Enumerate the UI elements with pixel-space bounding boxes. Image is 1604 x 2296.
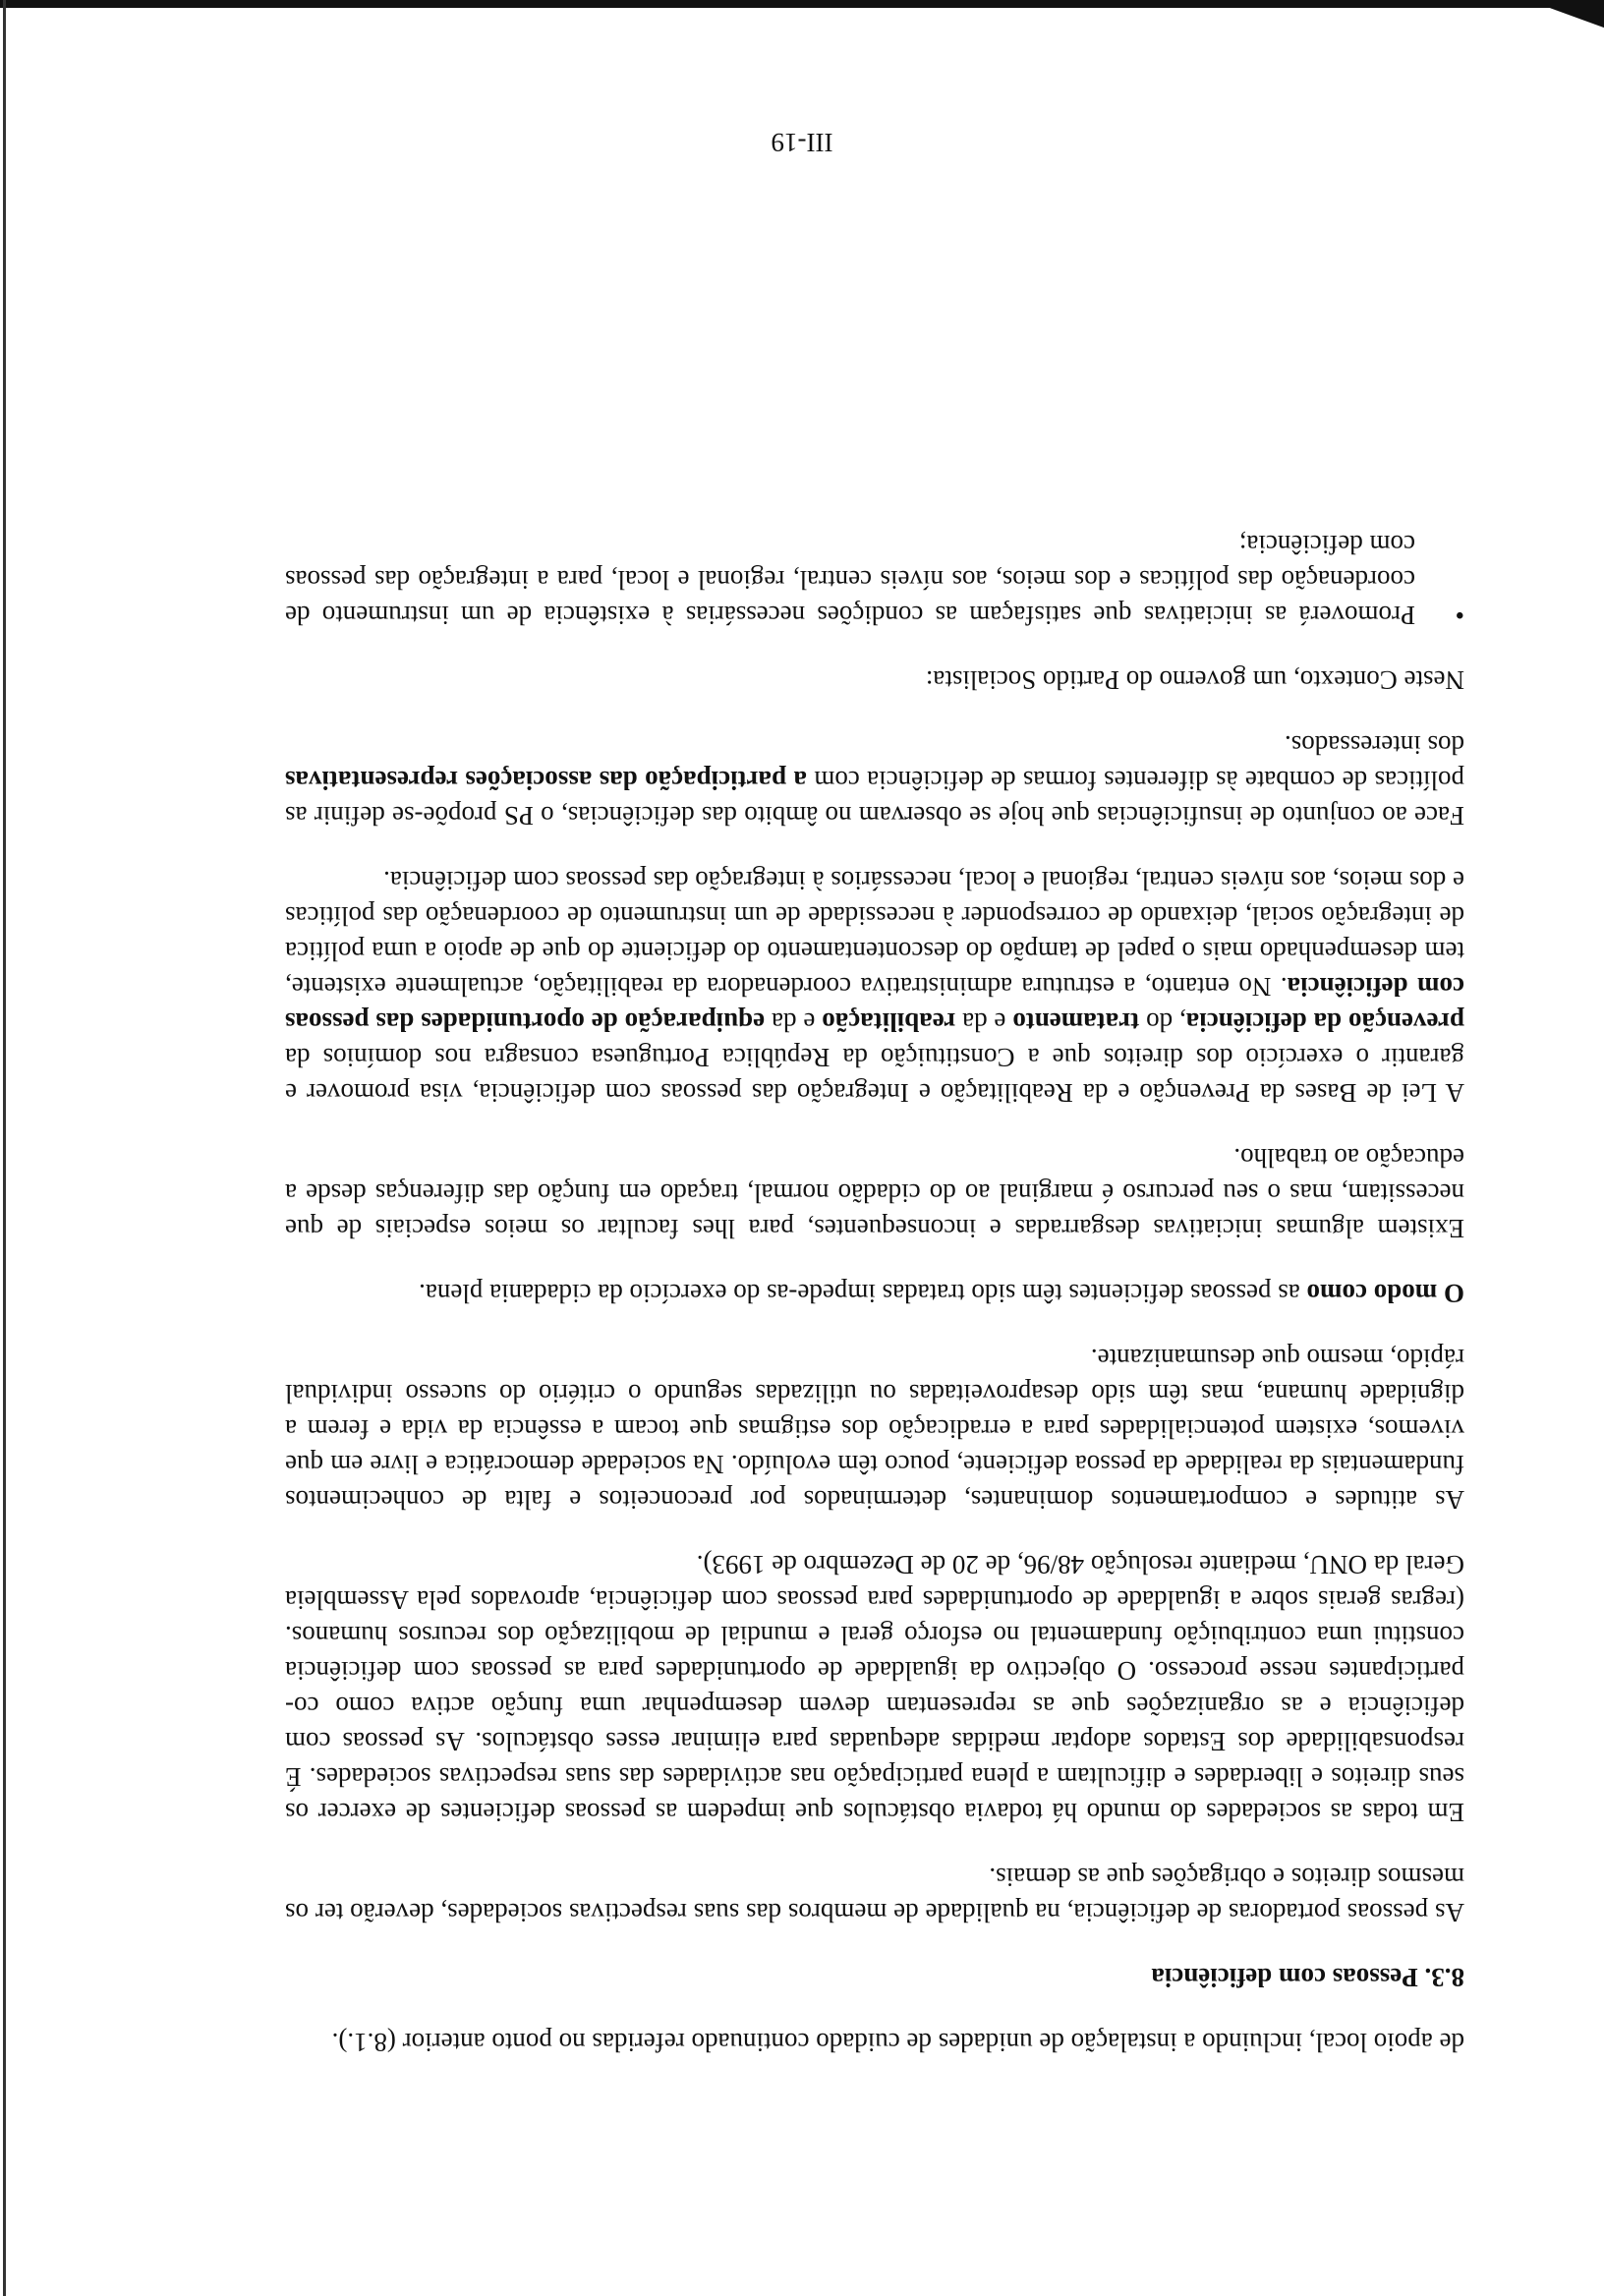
bold-text: tratamento	[1012, 1007, 1140, 1037]
document-body	[285, 497, 1464, 2060]
text: . No entanto, a estrutura administrativa coordenadora da reabilitação, actualmente existente, tem desempenhado mais o papel de tampão do descontentamento do deficiente do que de apoio a uma política de integração social, deixando de corresponder à necessidade de um instrumento de coordenação das políticas e dos meios, aos níveis central, regional e local, necessários à integração das pessoas com deficiência.	[285, 866, 1464, 1002]
text: e da	[955, 1007, 1013, 1037]
section-heading: 8.3. Pessoas com deficiência	[1151, 1963, 1464, 1992]
bold-text: equiparação de oportunidades das pessoas com deficiência	[285, 972, 1464, 1037]
paragraph-8: Neste Contexto, um governo do Partido Socialista:	[925, 665, 1464, 695]
bullet-item	[285, 497, 1464, 633]
text: A Lei de Bases da Prevenção e da Reabilitação e Integração das pessoas com deficiência, visa promover e garantir o exercício dos direitos que a Constituição da República Portuguesa consagra nos domínios da	[285, 1043, 1464, 1108]
scan-edge-left	[3, 0, 6, 2296]
text: , do	[1139, 1007, 1186, 1037]
paragraph-2: Em todas as sociedades do mundo há todavia obstáculos que impedem as pessoas deficientes de exercer os seus direitos e liberdades e dificultam a plena participação nas actividades das suas respectivas sociedades. É responsabilidade dos Estados adoptar medidas adequadas para eliminar esses obstáculos. As pessoas com deficiência e as organizações que as representam devem desempenhar uma função activa como co-participantes nesse processo. O objectivo da igualdade de oportunidades para as pessoas com deficiência constitui uma contribuição fundamental no esforço geral e mundial de mobilização dos recursos humanos. (regras gerais sobre a igualdade de oportunidades para pessoas com deficiência, aprovados pela Assembleia Geral da ONU, mediante resolução 48/96, de 20 de Dezembro de 1993).	[285, 1550, 1464, 1827]
bold-text: a participação das associações representativas	[285, 766, 807, 795]
bold-text: O modo como	[1306, 1279, 1464, 1308]
bullet-icon: •	[1455, 601, 1464, 630]
paragraph-6	[285, 863, 1464, 1111]
paragraph-4	[285, 1276, 1464, 1311]
text: as pessoas deficientes têm sido tratadas impede-as do exercício da cidadania plena.	[419, 1279, 1307, 1308]
scan-edge-top	[0, 0, 1604, 8]
paragraph-3: As atitudes e comportamentos dominantes, determinados por preconceitos e falta de conhecimentos fundamentais da realidade da pessoa deficiente, pouco têm evoluído. Na sociedade democrática e livre em que vivemos, existem potencialidades para a erradicação dos estigmas que tocam a essência da vida e ferem a dignidade humana, mas têm sido desaproveitadas ou utilizadas segundo o critério do sucesso individual rápido, mesmo que desumanizante.	[285, 1344, 1464, 1515]
text: dos interessados.	[1285, 730, 1464, 760]
page-number: III-19	[771, 128, 833, 157]
text: e da	[765, 1007, 823, 1037]
scan-edge-corner	[1545, 0, 1604, 39]
bold-text: prevenção da deficiência	[1185, 1007, 1464, 1037]
paragraph-1: As pessoas portadoras de deficiência, na qualidade de membros das suas respectivas sociedades, deverão ter os mesmos direitos e obrigações que as demais.	[285, 1863, 1464, 1927]
paragraph-continuation: de apoio local, incluindo a instalação de unidades de cuidado continuado referidas no ponto anterior (8.1.).	[331, 2028, 1464, 2057]
paragraph-7	[285, 727, 1464, 833]
paragraph-5: Existem algumas iniciativas desgarradas e inconsequentes, para lhes facultar os meios especiais de que necessitam, mas o seu percurso é marginal ao do cidadão normal, traçado em função das diferenças desde a educação ao trabalho.	[285, 1143, 1464, 1243]
text: Face ao conjunto de insuficiências que hoje se observam no âmbito das deficiências, o PS propõe-se definir as políticas de combate às diferentes formas de deficiência com	[285, 766, 1464, 831]
bold-text: reabilitação	[822, 1007, 956, 1037]
bullet-text: Promoverá as iniciativas que satisfaçam as condições necessárias à existência de um instrumento de coordenação das políticas e dos meios, aos níveis central, regional e local, para a integração das pessoas com deficiência;	[285, 530, 1415, 630]
